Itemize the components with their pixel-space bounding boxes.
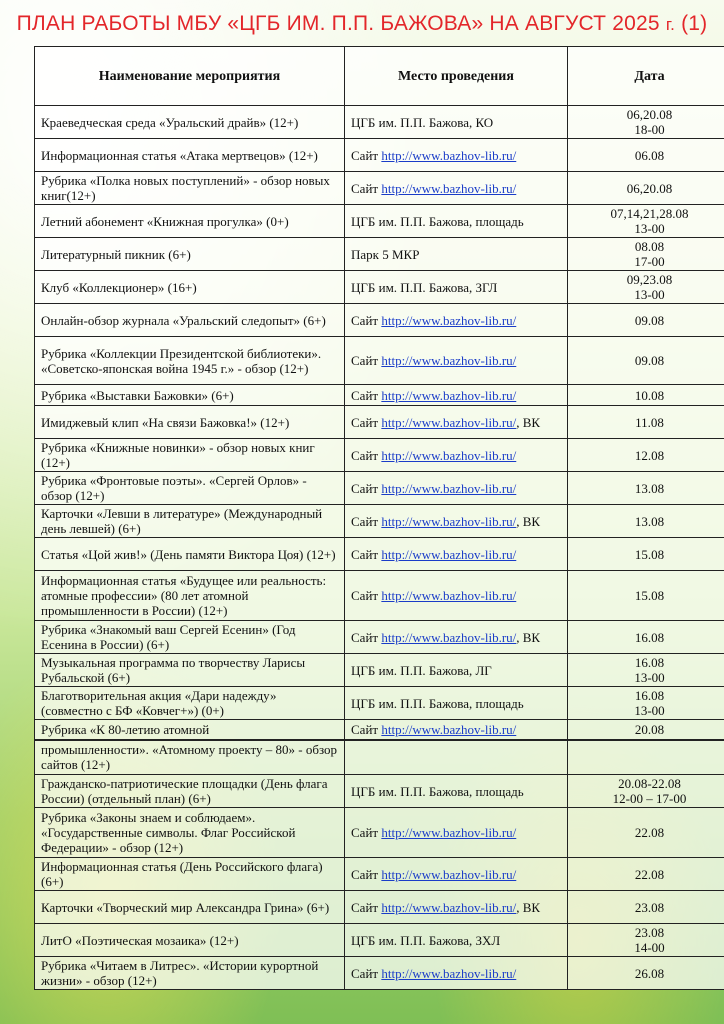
site-link[interactable]: http://www.bazhov-lib.ru/ [381, 965, 517, 981]
event-date: 08.08 [634, 239, 665, 254]
event-date: 12.08 [634, 447, 665, 463]
site-link[interactable]: http://www.bazhov-lib.ru/ [381, 414, 517, 430]
place-text: Сайт [351, 866, 382, 882]
header-place: Место проведения [345, 47, 568, 106]
table-row [35, 775, 724, 808]
table-row [35, 654, 724, 687]
event-name: Клуб «Коллекционер» (16+) [35, 271, 345, 304]
event-place [345, 654, 568, 687]
event-name: Информационная статья (День Российского флага) (6+) [35, 858, 345, 891]
page-title [0, 12, 724, 36]
table-row [35, 472, 724, 505]
event-name: Рубрика «Коллекции Президентской библиотеки». «Советско-японская война 1945 г.» - обзор (12+) [35, 337, 345, 385]
event-name: Краеведческая среда «Уральский драйв» (12+) [35, 106, 345, 139]
events-table [34, 46, 724, 990]
place-text: ЦГБ им. П.П. Бажова, площадь [351, 213, 524, 229]
place-text: ЦГБ им. П.П. Бажова, площадь [351, 695, 524, 711]
event-date-cell [568, 238, 724, 271]
event-date-cell [568, 271, 724, 304]
site-link[interactable]: http://www.bazhov-lib.ru/ [381, 866, 517, 882]
event-place [345, 172, 568, 205]
event-date-cell [568, 538, 724, 571]
event-date: 16.08 [634, 655, 665, 670]
site-link[interactable]: http://www.bazhov-lib.ru/ [381, 546, 517, 562]
event-date-cell [568, 472, 724, 505]
place-text: ЦГБ им. П.П. Бажова, ЛГ [351, 662, 492, 678]
site-link[interactable]: http://www.bazhov-lib.ru/ [381, 180, 517, 196]
table-row [35, 304, 724, 337]
event-name: Рубрика «Книжные новинки» - обзор новых книг (12+) [35, 439, 345, 472]
event-date: 09.08 [634, 353, 665, 368]
table-row [35, 271, 724, 304]
place-text: Сайт [351, 588, 382, 603]
event-date-cell [568, 654, 724, 687]
event-place [345, 808, 568, 858]
place-text: Сайт [351, 387, 382, 403]
event-name: Литературный пикник (6+) [35, 238, 345, 271]
event-name: ЛитО «Поэтическая мозаика» (12+) [35, 924, 345, 957]
events-sheet [34, 46, 724, 990]
event-place [345, 621, 568, 654]
event-date-cell [568, 924, 724, 957]
table-row [35, 720, 724, 740]
place-text: ЦГБ им. П.П. Бажова, ЗГЛ [351, 279, 498, 295]
place-text: Сайт [351, 721, 382, 737]
event-name: Рубрика «Читаем в Литрес». «Истории курортной жизни» - обзор (12+) [35, 957, 345, 990]
title-main: ПЛАН РАБОТЫ МБУ «ЦГБ ИМ. П.П. БАЖОВА» НА АВГУСТ 2025 [16, 12, 660, 35]
event-place [345, 538, 568, 571]
event-time: 18-00 [634, 122, 665, 137]
event-date-cell [568, 775, 724, 808]
event-name: Имиджевый клип «На связи Бажовка!» (12+) [35, 406, 345, 439]
event-place [345, 957, 568, 990]
event-date-cell [568, 571, 724, 621]
site-link[interactable]: http://www.bazhov-lib.ru/ [381, 825, 517, 840]
event-name: Рубрика «Выставки Бажовки» (6+) [35, 385, 345, 406]
event-date-cell [568, 957, 724, 990]
site-link[interactable]: http://www.bazhov-lib.ru/ [381, 899, 517, 915]
event-name: Благотворительная акция «Дари надежду» (совместно с БФ «Ковчег+») (0+) [35, 687, 345, 720]
table-row [35, 924, 724, 957]
place-text: Сайт [351, 825, 382, 840]
title-part: (1) [681, 12, 708, 35]
event-date-cell [568, 205, 724, 238]
event-place [345, 205, 568, 238]
event-place [345, 571, 568, 621]
place-text: Сайт [351, 899, 382, 915]
table-row [35, 172, 724, 205]
table-row [35, 406, 724, 439]
event-place [345, 439, 568, 472]
event-date: 15.08 [634, 588, 665, 603]
event-name: Гражданско-патриотические площадки (День флага России) (отдельный план) (6+) [35, 775, 345, 808]
place-text: Сайт [351, 629, 382, 645]
site-link[interactable]: http://www.bazhov-lib.ru/ [381, 513, 517, 529]
event-date-cell [568, 337, 724, 385]
event-date-cell [568, 891, 724, 924]
place-text: Сайт [351, 513, 382, 529]
event-time: 13-00 [634, 670, 665, 685]
site-link[interactable]: http://www.bazhov-lib.ru/ [381, 629, 517, 645]
event-date: 20.08 [634, 721, 665, 737]
event-date: 23.08 [634, 925, 665, 940]
event-date-cell [568, 439, 724, 472]
table-row [35, 439, 724, 472]
place-text: ЦГБ им. П.П. Бажова, КО [351, 114, 494, 130]
event-name: промышленности». «Атомному проекту – 80» - обзор сайтов (12+) [35, 740, 345, 775]
place-suffix: , ВК [516, 414, 541, 430]
event-time: 13-00 [634, 221, 665, 236]
place-text: ЦГБ им. П.П. Бажова, площадь [351, 783, 524, 799]
event-date-cell [568, 858, 724, 891]
event-place [345, 924, 568, 957]
event-place [345, 139, 568, 172]
event-time: 13-00 [634, 287, 665, 302]
place-text: Сайт [351, 480, 382, 496]
event-date-cell [568, 687, 724, 720]
event-place [345, 740, 568, 775]
event-date-cell [568, 139, 724, 172]
event-date: 06,20.08 [626, 107, 673, 122]
event-name: Карточки «Левши в литературе» (Международный день левшей) (6+) [35, 505, 345, 538]
site-link[interactable]: http://www.bazhov-lib.ru/ [381, 353, 517, 368]
event-date: 13.08 [634, 513, 665, 529]
event-place [345, 505, 568, 538]
event-place [345, 687, 568, 720]
table-header-row [35, 47, 724, 106]
place-text: Сайт [351, 147, 382, 163]
event-date-cell [568, 385, 724, 406]
event-name: Рубрика «Знакомый ваш Сергей Есенин» (Год Есенина в России) (6+) [35, 621, 345, 654]
event-date: 16.08 [634, 688, 665, 703]
event-place [345, 858, 568, 891]
event-time: 13-00 [634, 703, 665, 718]
place-text: Сайт [351, 414, 382, 430]
event-place [345, 304, 568, 337]
place-text: Сайт [351, 965, 382, 981]
event-date-cell [568, 172, 724, 205]
event-place [345, 271, 568, 304]
event-date-cell [568, 621, 724, 654]
event-date: 06.08 [634, 147, 665, 163]
event-date-cell [568, 106, 724, 139]
table-row [35, 957, 724, 990]
header-date: Дата [568, 47, 724, 106]
table-row [35, 337, 724, 385]
event-date-cell [568, 740, 724, 775]
place-text: Сайт [351, 180, 382, 196]
place-text: ЦГБ им. П.П. Бажова, ЗХЛ [351, 932, 501, 948]
event-date: 16.08 [634, 629, 665, 645]
event-place [345, 720, 568, 740]
table-row [35, 687, 724, 720]
event-name: Карточки «Творческий мир Александра Грина» (6+) [35, 891, 345, 924]
event-name: Информационная статья «Атака мертвецов» (12+) [35, 139, 345, 172]
site-link[interactable]: http://www.bazhov-lib.ru/ [381, 312, 517, 328]
event-place [345, 337, 568, 385]
table-row [35, 385, 724, 406]
event-time: 14-00 [634, 940, 665, 955]
table-row [35, 505, 724, 538]
event-place [345, 238, 568, 271]
header-event-name: Наименование мероприятия [35, 47, 345, 106]
place-text: Сайт [351, 546, 382, 562]
event-date-cell [568, 808, 724, 858]
event-place [345, 891, 568, 924]
event-date: 22.08 [634, 825, 665, 840]
event-time: 17-00 [634, 254, 665, 269]
table-row [35, 621, 724, 654]
event-date-cell [568, 304, 724, 337]
site-link[interactable]: http://www.bazhov-lib.ru/ [381, 387, 517, 403]
place-suffix: , ВК [516, 899, 541, 915]
event-date: 13.08 [634, 480, 665, 496]
event-place [345, 406, 568, 439]
event-place [345, 385, 568, 406]
table-row [35, 238, 724, 271]
event-date: 09,23.08 [626, 272, 673, 287]
site-link[interactable]: http://www.bazhov-lib.ru/ [381, 447, 517, 463]
title-year-suffix: г. [665, 15, 676, 34]
event-place [345, 106, 568, 139]
event-date-cell [568, 720, 724, 740]
event-name: Статья «Цой жив!» (День памяти Виктора Цоя) (12+) [35, 538, 345, 571]
place-text: Сайт [351, 312, 382, 328]
table-row [35, 205, 724, 238]
event-date: 07,14,21,28.08 [610, 206, 689, 221]
table-row [35, 139, 724, 172]
event-date-cell [568, 505, 724, 538]
place-text: Парк 5 МКР [351, 246, 420, 262]
table-row [35, 891, 724, 924]
event-name: Рубрика «Законы знаем и соблюдаем». «Государственные символы. Флаг Российской Федерации» - обзор (12+) [35, 808, 345, 858]
table-row [35, 538, 724, 571]
event-date: 22.08 [634, 866, 665, 882]
table-row [35, 106, 724, 139]
event-date: 23.08 [634, 899, 665, 915]
site-link[interactable]: http://www.bazhov-lib.ru/ [381, 721, 517, 737]
table-row [35, 808, 724, 858]
place-text: Сайт [351, 353, 382, 368]
event-name: Онлайн-обзор журнала «Уральский следопыт» (6+) [35, 304, 345, 337]
place-text: Сайт [351, 447, 382, 463]
table-row [35, 740, 724, 775]
event-name: Информационная статья «Будущее или реальность: атомные профессии» (80 лет атомной промышленности в России) (12+) [35, 571, 345, 621]
event-place [345, 775, 568, 808]
event-name: Рубрика «К 80-летию атомной [35, 720, 345, 740]
event-date: 11.08 [635, 414, 664, 430]
event-date: 09.08 [634, 312, 665, 328]
table-row [35, 858, 724, 891]
event-date: 20.08-22.08 [618, 776, 681, 791]
event-name: Музыкальная программа по творчеству Ларисы Рубальской (6+) [35, 654, 345, 687]
event-name: Летний абонемент «Книжная прогулка» (0+) [35, 205, 345, 238]
site-link[interactable]: http://www.bazhov-lib.ru/ [381, 147, 517, 163]
event-date: 15.08 [634, 546, 665, 562]
table-row [35, 571, 724, 621]
event-place [345, 472, 568, 505]
event-date: 10.08 [634, 387, 665, 403]
event-name: Рубрика «Фронтовые поэты». «Сергей Орлов» - обзор (12+) [35, 472, 345, 505]
event-name: Рубрика «Полка новых поступлений» - обзор новых книг(12+) [35, 172, 345, 205]
site-link[interactable]: http://www.bazhov-lib.ru/ [381, 480, 517, 496]
event-date: 26.08 [634, 965, 665, 981]
place-suffix: , ВК [516, 629, 541, 645]
event-date-cell [568, 406, 724, 439]
site-link[interactable]: http://www.bazhov-lib.ru/ [381, 588, 517, 603]
event-time: 12-00 – 17-00 [612, 791, 687, 806]
place-suffix: , ВК [516, 513, 541, 529]
event-date: 06,20.08 [626, 180, 673, 196]
